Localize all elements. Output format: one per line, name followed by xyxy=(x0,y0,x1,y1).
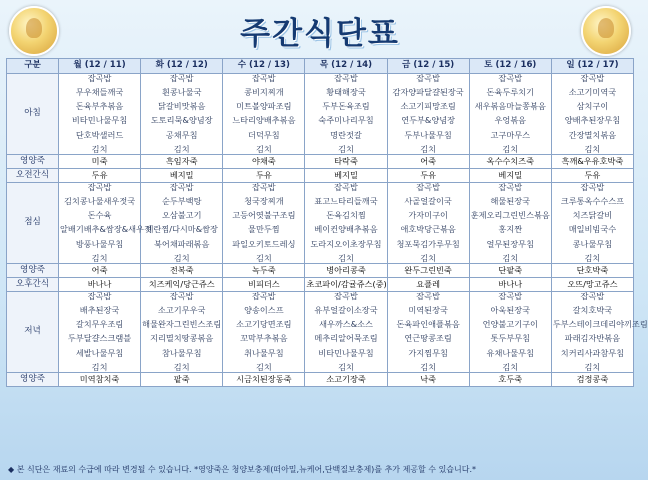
row-label: 영양죽 xyxy=(7,155,59,169)
menu-cell xyxy=(551,291,648,373)
menu-row xyxy=(7,278,634,292)
row-label: 영양죽 xyxy=(7,264,59,278)
dish-item: 김치콩나물새우젓국 xyxy=(63,196,136,207)
dish-item: 갈치호박국 xyxy=(572,305,613,316)
row-label: 저녁 xyxy=(7,292,59,373)
dish-item: 잡곡밥 xyxy=(416,73,440,83)
dish-item: 소고기무우국 xyxy=(157,305,206,316)
header-day: 월 (12 / 11) xyxy=(59,59,141,74)
dish-item: 연근땅콩조림 xyxy=(404,333,452,344)
menu-cell: 흑깨&우유호박죽 xyxy=(551,155,633,169)
header-day: 일 (12 / 17) xyxy=(551,59,633,74)
menu-cell: 두유 xyxy=(551,169,633,183)
menu-row xyxy=(7,169,634,183)
menu-cell xyxy=(223,74,305,155)
dish-item: 베이컨양배추볶음 xyxy=(314,224,378,235)
menu-cell xyxy=(305,292,387,373)
dish-item: 더덕무침 xyxy=(248,129,280,140)
menu-cell xyxy=(469,74,551,155)
dish-item: 김치 xyxy=(91,252,108,263)
dish-item: 잡곡밥 xyxy=(169,291,194,301)
dish-item: 흰콩나물국 xyxy=(161,87,202,98)
dish-item: 돈수육 xyxy=(87,210,112,221)
dish-item: 지리멸치땅콩볶음 xyxy=(150,333,214,344)
header-day: 화 (12 / 12) xyxy=(141,59,223,74)
header-category: 구분 xyxy=(7,59,59,74)
dish-item: 명란젓갈 xyxy=(330,129,362,140)
dish-item: 홍지짠 xyxy=(498,224,523,235)
dish-item: 언양불고기구이 xyxy=(482,319,538,330)
dish-item: 훈제오리그린빈스볶음 xyxy=(470,210,550,221)
dish-item: 돈육파인애플볶음 xyxy=(396,319,460,330)
dish-item: 잡곡밥 xyxy=(580,73,605,83)
menu-cell xyxy=(141,292,223,373)
dish-item: 방풍나물무침 xyxy=(75,238,124,249)
dish-item: 김치 xyxy=(338,252,354,263)
menu-cell: 베지밀 xyxy=(305,169,387,183)
dish-item: 양배추된장무침 xyxy=(564,115,621,126)
dish-item: 잡곡밥 xyxy=(334,73,358,83)
dish-item: 잡곡밥 xyxy=(251,291,276,301)
dish-item: 참나물무침 xyxy=(161,347,202,358)
dish-item: 김치 xyxy=(338,361,354,372)
dish-item: 황태해장국 xyxy=(326,87,366,98)
menu-cell xyxy=(305,183,387,264)
dish-item: 김치 xyxy=(173,143,190,154)
dish-item: 김치 xyxy=(91,361,108,372)
dish-item: 김치 xyxy=(173,252,190,263)
menu-cell xyxy=(59,182,152,264)
menu-cell: 초코파이/감귤쥬스(중) xyxy=(305,278,387,292)
dish-item: 유부얼갈이소장국 xyxy=(314,305,378,316)
dish-item: 잡곡밥 xyxy=(580,291,605,301)
dish-item: 유채나물무침 xyxy=(486,347,534,358)
dish-item: 공채무침 xyxy=(165,129,198,140)
dish-item: 연두부&양념장 xyxy=(401,115,456,126)
dish-item: 돈육김치찜 xyxy=(326,210,366,221)
dish-item: 도토리묵&양념장 xyxy=(150,115,213,126)
dish-item: 미역된장국 xyxy=(408,305,448,316)
menu-cell xyxy=(223,292,305,373)
dish-item: 꼬막부추볶음 xyxy=(240,333,288,344)
dish-item: 김치 xyxy=(173,361,190,372)
dish-item: 느타리양배추볶음 xyxy=(232,115,296,126)
menu-row xyxy=(7,155,634,169)
dish-item: 잡곡밥 xyxy=(169,73,194,83)
dish-item: 치즈닭갈비 xyxy=(572,210,613,221)
menu-cell xyxy=(469,183,551,264)
menu-cell: 녹두죽 xyxy=(223,264,305,278)
dish-item: 오삼불고기 xyxy=(161,210,202,221)
dish-item: 잡곡밥 xyxy=(251,182,276,192)
dish-item: 두부스테이크데리야끼조림 xyxy=(552,319,648,330)
menu-cell: 호두죽 xyxy=(469,373,551,387)
menu-cell: 바나나 xyxy=(59,278,141,292)
dish-item: 가자미구이 xyxy=(408,210,448,221)
menu-cell: 단호박죽 xyxy=(551,264,633,278)
menu-cell: 미역참치죽 xyxy=(59,373,141,387)
dish-item: 갈치무우조림 xyxy=(75,319,124,330)
menu-cell: 타락죽 xyxy=(305,155,387,169)
dish-item: 김치 xyxy=(420,252,437,263)
dish-item: 잡곡밥 xyxy=(334,291,358,301)
dish-item: 해물된장국 xyxy=(490,196,531,207)
dish-item: 크루통옥수수스프 xyxy=(560,196,625,207)
dish-item: 김치 xyxy=(502,361,519,372)
dish-item: 알배기배추&쌈장&새우젓 xyxy=(60,224,152,235)
dish-item: 배추된장국 xyxy=(79,305,120,316)
menu-cell: 완두그린빈죽 xyxy=(387,264,469,278)
dish-item: 얼무된장무침 xyxy=(486,238,534,249)
menu-row xyxy=(7,74,634,155)
menu-cell: 요플레 xyxy=(387,278,469,292)
dish-item: 김치 xyxy=(420,143,437,154)
menu-cell: 오뜨/망고쥬스 xyxy=(551,278,633,292)
dish-item: 김치 xyxy=(338,143,354,154)
dish-item: 잡곡밥 xyxy=(498,291,523,301)
dish-item: 잡곡밥 xyxy=(580,182,605,192)
dish-item: 소고기피망조림 xyxy=(400,101,456,112)
menu-cell: 어죽 xyxy=(59,264,141,278)
menu-cell: 팥죽 xyxy=(141,373,223,387)
dish-item: 사골얼갈이국 xyxy=(404,196,452,207)
menu-cell: 어죽 xyxy=(387,155,469,169)
menu-cell xyxy=(141,74,223,155)
footnote: ◆ 본 식단은 재료의 수급에 따라 변경될 수 있습니다. *영양죽은 청양보충제(떠아밀,뉴케어,단백질보충제)를 추가 제공할 수 있습니다.* xyxy=(8,465,477,474)
dish-item: 소고기미역국 xyxy=(568,87,617,98)
menu-cell: 비피더스 xyxy=(223,278,305,292)
menu-cell xyxy=(305,74,387,155)
dish-item: 톳두부무침 xyxy=(490,333,531,344)
dish-item: 김치 xyxy=(584,361,601,372)
dish-item: 콩나물무침 xyxy=(572,238,613,249)
menu-cell: 병아리콩죽 xyxy=(305,264,387,278)
dish-item: 소고기당면조림 xyxy=(236,319,292,330)
dish-item: 우엉볶음 xyxy=(494,115,527,126)
dish-item: 메추리알어묵조림 xyxy=(314,333,378,344)
dish-item: 미트볼양파조림 xyxy=(236,101,292,112)
dish-item: 잡곡밥 xyxy=(169,182,194,192)
dish-item: 잡곡밥 xyxy=(416,182,440,192)
menu-cell: 전복죽 xyxy=(141,264,223,278)
dish-item: 치커리사과참무침 xyxy=(560,347,625,358)
dish-item: 고등어엿불구조림 xyxy=(232,210,296,221)
dish-item: 표고느타리들깨국 xyxy=(314,196,378,207)
header-day: 목 (12 / 14) xyxy=(305,59,387,74)
dish-item: 닭갈비맛볶음 xyxy=(157,101,206,112)
dish-item: 세발나물무침 xyxy=(75,347,124,358)
dish-item: 단호박샐러드 xyxy=(75,129,124,140)
dish-item: 북어채파래볶음 xyxy=(154,238,210,249)
dish-item: 청포묵김가루무침 xyxy=(396,238,460,249)
menu-cell xyxy=(59,74,141,155)
menu-row xyxy=(7,183,634,264)
row-label: 아침 xyxy=(7,74,59,155)
dish-item: 돈육두루치기 xyxy=(486,87,534,98)
page-title: 주간식단표 xyxy=(240,16,400,52)
header-row xyxy=(7,59,634,74)
dish-item: 애호박당근볶음 xyxy=(400,224,456,235)
dish-item: 잡곡밥 xyxy=(498,182,523,192)
dish-item: 김치 xyxy=(255,143,272,154)
menu-row xyxy=(7,264,634,278)
menu-cell: 바나나 xyxy=(469,278,551,292)
menu-cell: 두유 xyxy=(387,169,469,183)
dish-item: 감자양파달걀된장국 xyxy=(392,87,464,98)
dish-item: 김치 xyxy=(255,252,272,263)
dish-item: 숙주미나리무침 xyxy=(318,115,374,126)
dish-item: 김치 xyxy=(420,361,437,372)
dish-item: 김치 xyxy=(255,361,272,372)
menu-cell: 흑임자죽 xyxy=(141,155,223,169)
dish-item: 잡곡밥 xyxy=(87,73,112,83)
dish-item: 잡곡밥 xyxy=(87,291,112,301)
menu-cell xyxy=(387,183,469,264)
header-day: 금 (12 / 15) xyxy=(387,59,469,74)
dish-item: 돈육부추볶음 xyxy=(75,101,124,112)
dish-item: 비타민나물무침 xyxy=(318,347,374,358)
dish-item: 파래김자반볶음 xyxy=(564,333,621,344)
logo-badge-right xyxy=(581,6,631,56)
dish-item: 두부나물무침 xyxy=(404,129,452,140)
menu-cell xyxy=(551,183,633,264)
dish-item: 삼치구이 xyxy=(576,101,609,112)
dish-item: 새우까스&소스 xyxy=(319,319,373,330)
row-label: 영양죽 xyxy=(7,373,59,387)
menu-cell xyxy=(551,74,633,155)
header-day: 토 (12 / 16) xyxy=(469,59,551,74)
menu-cell: 시금치된장동죽 xyxy=(223,373,305,387)
dish-item: 무우채들깨국 xyxy=(75,87,124,98)
dish-item: 청국장찌개 xyxy=(244,196,284,207)
menu-cell xyxy=(469,292,551,373)
menu-cell xyxy=(141,183,223,264)
dish-item: 비타민나물무침 xyxy=(71,115,128,126)
header-day: 수 (12 / 13) xyxy=(223,59,305,74)
dish-item: 고구마무스 xyxy=(490,129,531,140)
menu-cell xyxy=(387,74,469,155)
dish-item: 김치 xyxy=(91,143,108,154)
dish-item: 잡곡밥 xyxy=(416,291,440,301)
dish-item: 계란찜/다시마&쌈장 xyxy=(145,224,218,235)
dish-item: 양송이스프 xyxy=(244,305,284,316)
dish-item: 잡곡밥 xyxy=(87,182,112,192)
weekly-menu-table xyxy=(6,58,648,387)
dish-item: 아욱된장국 xyxy=(490,305,531,316)
menu-cell: 낙죽 xyxy=(387,373,469,387)
dish-item: 물만두찜 xyxy=(248,224,280,235)
dish-item: 두부돈육조림 xyxy=(322,101,370,112)
dish-item: 순두부백탕 xyxy=(161,196,202,207)
row-label: 오후간식 xyxy=(7,278,59,292)
dish-item: 콩비지찌개 xyxy=(244,87,284,98)
row-label: 점심 xyxy=(7,183,59,264)
menu-cell: 검정콩죽 xyxy=(551,373,633,387)
menu-cell: 치즈케익/당근쥬스 xyxy=(141,278,223,292)
dish-item: 해물완자그린빈스조림 xyxy=(142,319,222,330)
menu-cell: 베지밀 xyxy=(469,169,551,183)
dish-item: 도라지오이초장무침 xyxy=(310,238,382,249)
dish-item: 두부달걀스크램블 xyxy=(67,333,132,344)
dish-item: 잡곡밥 xyxy=(334,182,358,192)
dish-item: 잡곡밥 xyxy=(498,73,523,83)
menu-cell xyxy=(387,292,469,373)
menu-cell: 미죽 xyxy=(59,155,141,169)
menu-cell: 야채죽 xyxy=(223,155,305,169)
menu-cell: 두유 xyxy=(223,169,305,183)
menu-cell: 옥수수치즈죽 xyxy=(469,155,551,169)
menu-cell xyxy=(59,292,141,373)
menu-cell: 두유 xyxy=(59,169,141,183)
dish-item: 새우볶음마늘쫑볶음 xyxy=(474,101,546,112)
menu-row xyxy=(7,373,634,387)
dish-item: 김치 xyxy=(584,252,601,263)
menu-cell: 소고기장죽 xyxy=(305,373,387,387)
menu-row xyxy=(7,292,634,373)
menu-cell xyxy=(223,183,305,264)
dish-item: 김치 xyxy=(502,143,519,154)
menu-cell: 단팥죽 xyxy=(469,264,551,278)
dish-item: 잡곡밥 xyxy=(251,73,276,83)
menu-cell: 베지밀 xyxy=(141,169,223,183)
dish-item: 간장멸치볶음 xyxy=(568,129,617,140)
dish-item: 김치 xyxy=(502,252,519,263)
dish-item: 취나물무침 xyxy=(244,347,284,358)
dish-item: 가지찜무침 xyxy=(408,347,448,358)
dish-item: 매일비빔국수 xyxy=(568,224,617,235)
dish-item: 파일오키토드레싱 xyxy=(232,238,296,249)
row-label: 오전간식 xyxy=(7,169,59,183)
dish-item: 김치 xyxy=(584,143,601,154)
